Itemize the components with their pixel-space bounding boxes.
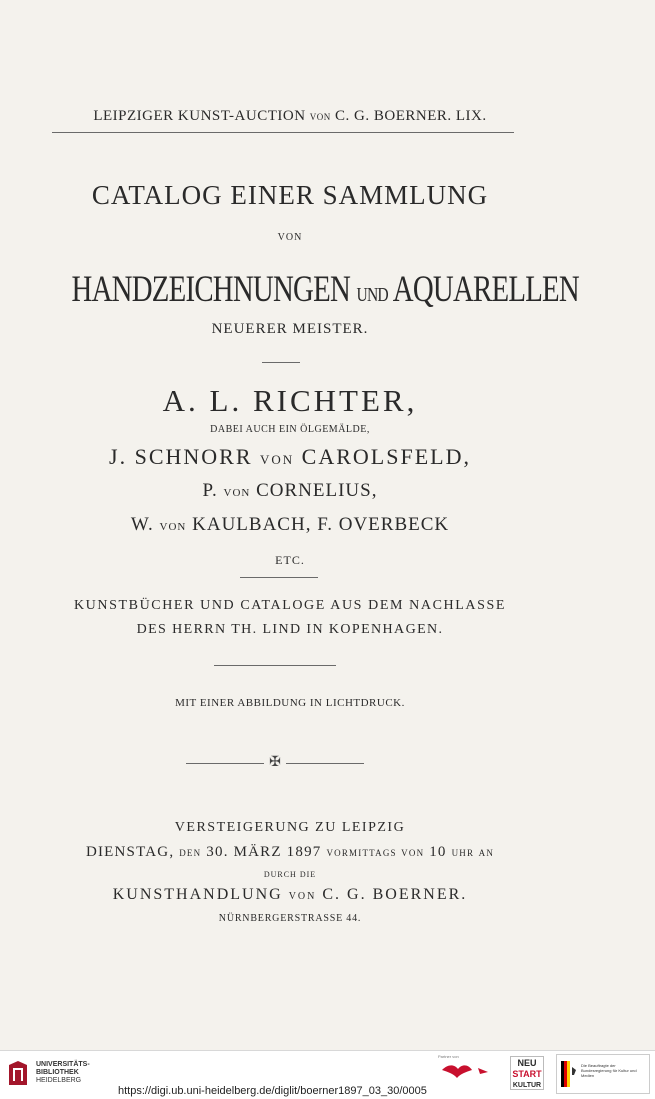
ornament-rule-right bbox=[286, 763, 364, 764]
auction-location: VERSTEIGERUNG ZU LEIPZIG bbox=[174, 820, 406, 835]
books-line-1: KUNSTBÜCHER UND CATALOGE AUS DEM NACHLASSE bbox=[73, 598, 507, 613]
artist-kaulbach: W. von KAULBACH, F. OVERBECK bbox=[130, 514, 450, 535]
artist-cornelius: P. von CORNELIUS, bbox=[202, 480, 378, 501]
ornament-icon: ✠ bbox=[269, 755, 281, 770]
heidelberg-logo-icon bbox=[6, 1059, 30, 1087]
library-name: UNIVERSITÄTS- BIBLIOTHEK HEIDELBERG bbox=[36, 1061, 90, 1084]
header-rule bbox=[52, 132, 514, 133]
subtitle: NEUERER MEISTER. bbox=[211, 321, 369, 337]
auction-firm: KUNSTHANDLUNG von C. G. BOERNER. bbox=[112, 886, 468, 903]
artist-etc: ETC. bbox=[275, 553, 305, 567]
auction-durch: DURCH DIE bbox=[263, 870, 317, 879]
illustration-note: MIT EINER ABBILDUNG IN LICHTDRUCK. bbox=[175, 697, 405, 709]
ornament-rule-left bbox=[186, 763, 264, 764]
auction-date: DIENSTAG, den 30. MÄRZ 1897 vormittags von 10 uhr an bbox=[85, 844, 495, 860]
series-header: LEIPZIGER KUNST-AUCTION von C. G. BOERNER. LIX. bbox=[93, 108, 487, 124]
artist-note: DABEI AUCH EIN ÖLGEMÄLDE, bbox=[210, 424, 370, 435]
books-line-2: DES HERRN TH. LIND IN KOPENHAGEN. bbox=[136, 622, 444, 637]
divider-3 bbox=[214, 665, 336, 666]
federal-eagle-icon bbox=[561, 1061, 577, 1087]
bkm-logo: Die Beauftragte der Bundesregierung für Kultur und Medien bbox=[556, 1054, 650, 1094]
partner-label: Partner von bbox=[438, 1054, 459, 1059]
viewer-footer bbox=[0, 1050, 655, 1099]
main-title: HANDZEICHNUNGEN UND AQUARELLEN bbox=[71, 269, 579, 310]
partner-bird-icon bbox=[440, 1060, 494, 1080]
artist-schnorr: J. SCHNORR von CAROLSFELD, bbox=[109, 444, 471, 469]
divider-1 bbox=[262, 362, 300, 363]
title-von: VON bbox=[277, 232, 303, 243]
neustart-kultur-logo: NEU START KULTUR bbox=[510, 1056, 544, 1090]
title-line-1: CATALOG EINER SAMMLUNG bbox=[91, 180, 489, 210]
artist-richter: A. L. RICHTER, bbox=[162, 383, 418, 418]
auction-address: NÜRNBERGERSTRASSE 44. bbox=[218, 913, 362, 924]
permalink-url[interactable]: https://digi.ub.uni-heidelberg.de/diglit/boerner1897_03_30/0005 bbox=[118, 1085, 427, 1097]
divider-2 bbox=[240, 577, 318, 578]
